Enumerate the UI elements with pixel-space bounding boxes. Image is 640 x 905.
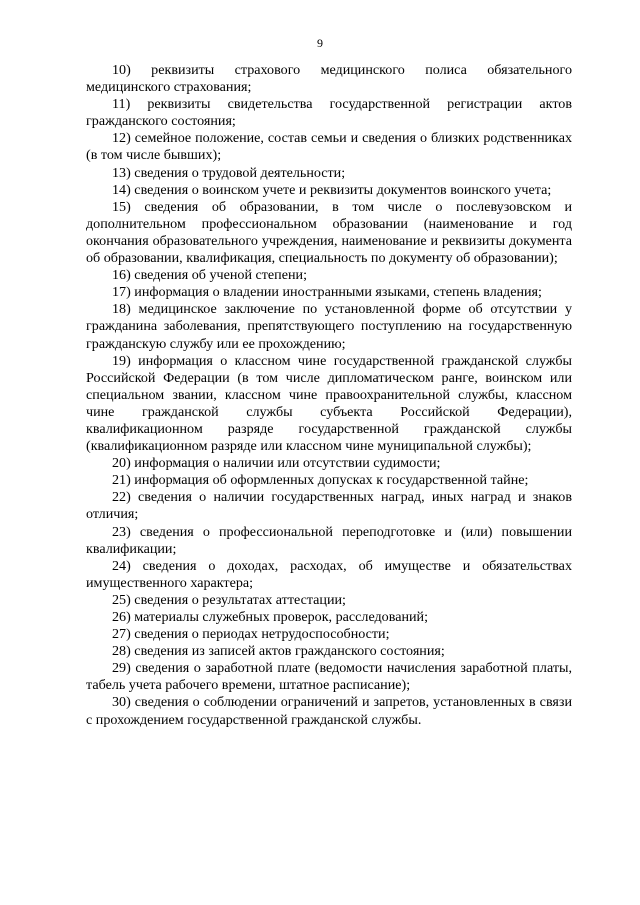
list-item: 22) сведения о наличии государственных наград, иных наград и знаков отличия; [86,489,572,523]
list-item: 19) информация о классном чине государственной гражданской службы Российской Федерации (в том числе дипломатическом ранге, воинском или специальном звании, классном чине правоохранительной службы, классном чине гражданской службы субъекта Российской Федерации), квалификационном разряде государственной гражданской службы (квалификационном разряде или классном чине муниципальной службы); [86,352,572,455]
list-item: 27) сведения о периодах нетрудоспособности; [112,626,390,643]
list-item: 17) информация о владении иностранными языками, степень владения; [112,284,542,301]
personal-data-list [86,62,572,729]
list-item: 28) сведения из записей актов гражданского состояния; [112,643,445,660]
list-item: 16) сведения об ученой степени; [112,267,307,284]
list-item: 12) семейное положение, состав семьи и сведения о близких родственниках (в том числе бывших); [86,130,572,164]
list-item: 18) медицинское заключение по установленной форме об отсутствии у гражданина заболевания, препятствующего поступлению на государственную гражданскую службу или ее прохождению; [86,301,572,352]
list-item: 15) сведения об образовании, в том числе о послевузовском и дополнительном профессиональном образовании (наименование и год окончания образовательного учреждения, наименование и реквизиты документа об образовании, квалификация, специальность по документу об образовании); [86,198,572,267]
list-item: 30) сведения о соблюдении ограничений и запретов, установленных в связи с прохождением государственной гражданской службы. [86,694,572,728]
list-item: 13) сведения о трудовой деятельности; [112,164,346,181]
list-item: 25) сведения о результатах аттестации; [112,591,346,608]
list-item: 20) информация о наличии или отсутствии судимости; [112,455,441,472]
list-item: 11) реквизиты свидетельства государственной регистрации актов гражданского состояния; [86,96,572,130]
list-item: 29) сведения о заработной плате (ведомости начисления заработной платы, табель учета рабочего времени, штатное расписание); [86,660,572,694]
list-item: 21) информация об оформленных допусках к государственной тайне; [112,472,529,489]
list-item: 26) материалы служебных проверок, расследований; [112,609,428,625]
list-item: 24) сведения о доходах, расходах, об имуществе и обязательствах имущественного характера; [86,557,572,591]
list-item: 23) сведения о профессиональной переподготовке и (или) повышении квалификации; [86,523,572,557]
list-item: 14) сведения о воинском учете и реквизиты документов воинского учета; [112,181,552,198]
list-item: 10) реквизиты страхового медицинского полиса обязательного медицинского страхования; [86,62,572,96]
page-number: 9 [317,36,323,50]
